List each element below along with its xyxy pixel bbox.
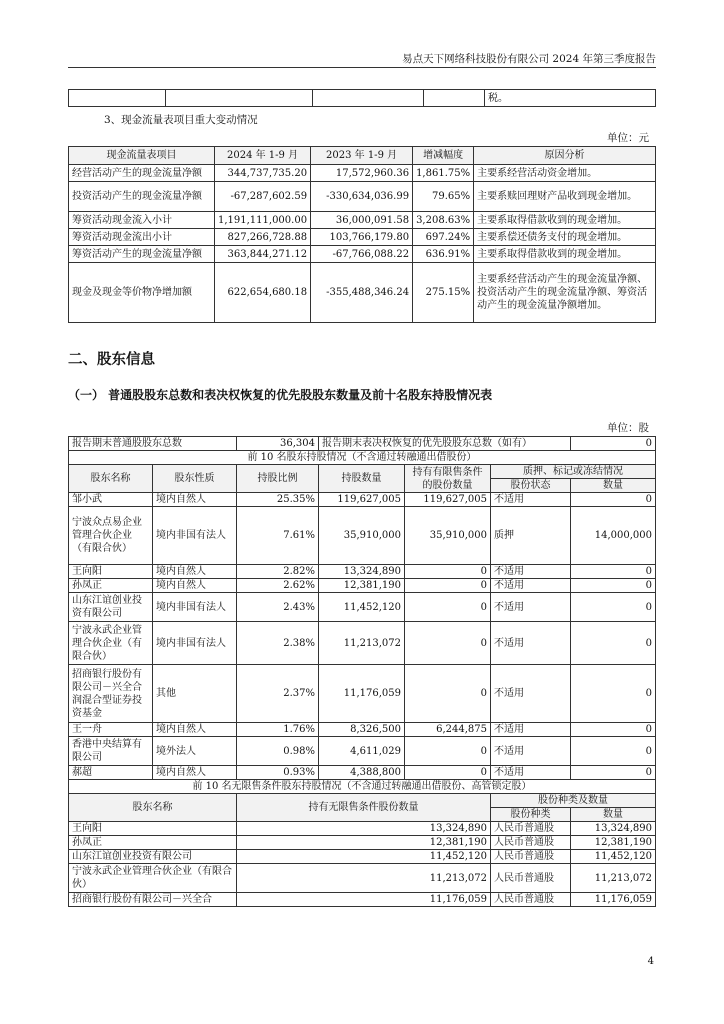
cashflow-2023: 36,000,091.58 — [311, 212, 413, 229]
cashflow-item: 筹资活动现金流入小计 — [69, 212, 215, 229]
table-row — [69, 229, 656, 246]
header-share-status: 股份状态 — [491, 479, 571, 493]
top10-title: 前 10 名股东持股情况（不含通过转融通出借股份） — [69, 451, 656, 465]
shareholder-ratio: 1.76% — [237, 723, 319, 737]
shareholder-status: 不适用 — [491, 493, 571, 507]
shareholder-nature: 境内自然人 — [153, 565, 237, 579]
header-share-count: 持股数量 — [319, 465, 405, 493]
shareholder-pledge-qty: 0 — [571, 766, 656, 780]
section-title-shareholders: 二、股东信息 — [68, 352, 155, 368]
table-row — [69, 836, 656, 850]
shareholder-nature: 境内非国有法人 — [153, 622, 237, 665]
unrestricted-type: 人民币普通股 — [491, 836, 571, 850]
shareholder-restricted: 6,244,875 — [405, 723, 491, 737]
cashflow-2023: -67,766,088.22 — [311, 246, 413, 263]
fragment-cell: 税。 — [485, 90, 656, 107]
unrestricted-name: 宁波永武企业管理合伙企业（有限合伙） — [69, 864, 237, 893]
cashflow-header-2023: 2023 年 1-9 月 — [311, 147, 413, 165]
header-restricted: 持有有限售条件的股份数量 — [405, 465, 491, 493]
cashflow-2023: 103,766,179.80 — [311, 229, 413, 246]
shareholder-pledge-qty: 0 — [571, 493, 656, 507]
shareholder-ratio: 0.93% — [237, 766, 319, 780]
shareholder-restricted: 119,627,005 — [405, 493, 491, 507]
shareholder-count: 13,324,890 — [319, 565, 405, 579]
cashflow-change: 3,208.63% — [413, 212, 474, 229]
shareholder-name: 宁波众点易企业管理合伙企业（有限合伙） — [69, 507, 153, 565]
shareholder-status: 不适用 — [491, 579, 571, 593]
cashflow-2024: 363,844,271.12 — [215, 246, 311, 263]
cashflow-item: 筹资活动现金流出小计 — [69, 229, 215, 246]
cashflow-item: 筹资活动产生的现金流量净额 — [69, 246, 215, 263]
shareholder-count: 35,910,000 — [319, 507, 405, 565]
unrestricted-type: 人民币普通股 — [491, 893, 571, 907]
cashflow-table — [68, 146, 656, 323]
unrestricted-title: 前 10 名无限售条件股东持股情况（不含通过转融通出借股份、高管锁定股） — [69, 780, 656, 794]
shareholder-count: 12,381,190 — [319, 579, 405, 593]
cashflow-header-reason: 原因分析 — [474, 147, 656, 165]
unrestricted-count: 11,213,072 — [237, 864, 491, 893]
unrestricted-name: 王向阳 — [69, 822, 237, 836]
page-number: 4 — [647, 956, 654, 967]
shareholder-pledge-qty: 0 — [571, 565, 656, 579]
shareholder-restricted: 0 — [405, 622, 491, 665]
table-row — [69, 893, 656, 907]
shareholder-name: 王一舟 — [69, 723, 153, 737]
unrestricted-name: 孙凤正 — [69, 836, 237, 850]
unrestricted-qty: 11,213,072 — [571, 864, 656, 893]
shareholder-status: 质押 — [491, 507, 571, 565]
shareholder-name: 招商银行股份有限公司－兴全合润混合型证券投资基金 — [69, 665, 153, 723]
shareholder-status: 不适用 — [491, 723, 571, 737]
header-pledge-qty: 数量 — [571, 479, 656, 493]
shareholder-name: 郝超 — [69, 766, 153, 780]
shareholder-count: 4,388,800 — [319, 766, 405, 780]
unrestricted-count: 13,324,890 — [237, 822, 491, 836]
cashflow-reason: 主要系经营活动资金增加。 — [474, 165, 656, 182]
shareholder-nature: 其他 — [153, 665, 237, 723]
header-share-type-group: 股份种类及数量 — [491, 794, 656, 808]
unrestricted-name: 招商银行股份有限公司－兴全合 — [69, 893, 237, 907]
cashflow-reason: 主要系经营活动产生的现金流量净额、投资活动产生的现金流量净额、筹资活动产生的现金流量净额增加。 — [474, 263, 656, 323]
shareholder-restricted: 0 — [405, 579, 491, 593]
shareholder-nature: 境内非国有法人 — [153, 507, 237, 565]
header-shareholder-name: 股东名称 — [69, 465, 153, 493]
table-row — [69, 507, 656, 565]
table-row — [69, 766, 656, 780]
cashflow-header-change: 增减幅度 — [413, 147, 474, 165]
shareholder-restricted: 0 — [405, 565, 491, 579]
shareholder-status: 不适用 — [491, 593, 571, 622]
shareholder-ratio: 2.37% — [237, 665, 319, 723]
unrestricted-qty: 12,381,190 — [571, 836, 656, 850]
shareholder-ratio: 2.38% — [237, 622, 319, 665]
table-row — [69, 622, 656, 665]
unrestricted-qty: 13,324,890 — [571, 822, 656, 836]
cashflow-2024: -67,287,602.59 — [215, 182, 311, 212]
header-ratio: 持股比例 — [237, 465, 319, 493]
table-row — [69, 864, 656, 893]
cashflow-reason: 主要系取得借款收到的现金增加。 — [474, 246, 656, 263]
shareholder-restricted: 0 — [405, 665, 491, 723]
table-row — [69, 723, 656, 737]
table-row — [69, 182, 656, 212]
shareholder-pledge-qty: 0 — [571, 737, 656, 766]
shareholder-count: 11,176,059 — [319, 665, 405, 723]
previous-table-fragment — [68, 89, 656, 107]
header-rule — [68, 67, 656, 68]
shareholder-ratio: 2.62% — [237, 579, 319, 593]
cashflow-2023: -355,488,346.24 — [311, 263, 413, 323]
shareholder-status: 不适用 — [491, 565, 571, 579]
shareholder-nature: 境内非国有法人 — [153, 593, 237, 622]
table-row — [69, 437, 656, 451]
shareholder-ratio: 25.35% — [237, 493, 319, 507]
shareholder-name: 邹小武 — [69, 493, 153, 507]
cashflow-item: 现金及现金等价物净增加额 — [69, 263, 215, 323]
shareholder-pledge-qty: 0 — [571, 723, 656, 737]
shareholder-restricted: 35,910,000 — [405, 507, 491, 565]
shareholder-name: 王向阳 — [69, 565, 153, 579]
shareholder-pledge-qty: 0 — [571, 579, 656, 593]
table-row — [69, 565, 656, 579]
header-share-type: 股份种类 — [491, 808, 571, 822]
shareholder-count: 8,326,500 — [319, 723, 405, 737]
cashflow-2023: -330,634,036.99 — [311, 182, 413, 212]
table-row — [69, 665, 656, 723]
shareholder-status: 不适用 — [491, 737, 571, 766]
shareholder-nature: 境内自然人 — [153, 493, 237, 507]
shareholder-ratio: 7.61% — [237, 507, 319, 565]
shareholders-table — [68, 436, 656, 907]
unrestricted-qty: 11,452,120 — [571, 850, 656, 864]
table-row — [69, 165, 656, 182]
subsection-title: （一） 普通股股东总数和表决权恢复的优先股股东数量及前十名股东持股情况表 — [68, 388, 493, 402]
cashflow-unit: 单位：元 — [607, 132, 649, 144]
shareholder-pledge-qty: 0 — [571, 665, 656, 723]
shareholder-nature: 境内自然人 — [153, 766, 237, 780]
cashflow-2024: 1,191,111,000.00 — [215, 212, 311, 229]
cashflow-change: 79.65% — [413, 182, 474, 212]
table-row — [69, 593, 656, 622]
unrestricted-count: 11,176,059 — [237, 893, 491, 907]
unrestricted-count: 12,381,190 — [237, 836, 491, 850]
unrestricted-type: 人民币普通股 — [491, 822, 571, 836]
shareholder-nature: 境内自然人 — [153, 723, 237, 737]
shareholder-name: 孙凤正 — [69, 579, 153, 593]
shareholder-pledge-qty: 14,000,000 — [571, 507, 656, 565]
header-unrestricted-name: 股东名称 — [69, 794, 237, 822]
shareholders-unit: 单位：股 — [607, 422, 649, 434]
table-row — [69, 263, 656, 323]
shareholder-nature: 境内自然人 — [153, 579, 237, 593]
page-header: 易点天下网络科技股份有限公司 2024 年第三季度报告 — [402, 53, 656, 65]
shareholder-nature: 境外法人 — [153, 737, 237, 766]
total-shareholders-value: 36,304 — [237, 437, 319, 451]
cashflow-2024: 344,737,735.20 — [215, 165, 311, 182]
table-row — [69, 246, 656, 263]
shareholder-name: 香港中央结算有限公司 — [69, 737, 153, 766]
cashflow-reason: 主要系取得借款收到的现金增加。 — [474, 212, 656, 229]
table-row — [69, 212, 656, 229]
table-row — [69, 493, 656, 507]
unrestricted-type: 人民币普通股 — [491, 864, 571, 893]
cashflow-2024: 622,654,680.18 — [215, 263, 311, 323]
unrestricted-name: 山东江谊创业投资有限公司 — [69, 850, 237, 864]
cashflow-header-2024: 2024 年 1-9 月 — [215, 147, 311, 165]
total-shareholders-label: 报告期末普通股股东总数 — [69, 437, 237, 451]
preferred-shareholders-label: 报告期末表决权恢复的优先股股东总数（如有） — [319, 437, 571, 451]
shareholder-name: 山东江谊创业投资有限公司 — [69, 593, 153, 622]
shareholder-pledge-qty: 0 — [571, 622, 656, 665]
unrestricted-type: 人民币普通股 — [491, 850, 571, 864]
table-row — [69, 737, 656, 766]
header-shareholder-nature: 股东性质 — [153, 465, 237, 493]
cashflow-reason: 主要系偿还债务支付的现金增加。 — [474, 229, 656, 246]
shareholder-count: 119,627,005 — [319, 493, 405, 507]
shareholder-count: 11,213,072 — [319, 622, 405, 665]
shareholder-restricted: 0 — [405, 737, 491, 766]
shareholder-status: 不适用 — [491, 766, 571, 780]
header-pledge: 质押、标记或冻结情况 — [491, 465, 656, 479]
shareholder-ratio: 2.43% — [237, 593, 319, 622]
unrestricted-count: 11,452,120 — [237, 850, 491, 864]
header-share-type-qty: 数量 — [571, 808, 656, 822]
table-row — [69, 850, 656, 864]
cashflow-change: 636.91% — [413, 246, 474, 263]
cashflow-item: 经营活动产生的现金流量净额 — [69, 165, 215, 182]
shareholder-count: 11,452,120 — [319, 593, 405, 622]
cashflow-reason: 主要系赎回理财产品收到现金增加。 — [474, 182, 656, 212]
preferred-shareholders-value: 0 — [571, 437, 656, 451]
header-unrestricted-count: 持有无限售条件股份数量 — [237, 794, 491, 822]
cashflow-item: 投资活动产生的现金流量净额 — [69, 182, 215, 212]
cashflow-change: 275.15% — [413, 263, 474, 323]
cashflow-header-item: 现金流量表项目 — [69, 147, 215, 165]
table-row — [69, 822, 656, 836]
shareholder-status: 不适用 — [491, 665, 571, 723]
cashflow-2023: 17,572,960.36 — [311, 165, 413, 182]
cashflow-change: 1,861.75% — [413, 165, 474, 182]
shareholder-pledge-qty: 0 — [571, 593, 656, 622]
shareholder-restricted: 0 — [405, 766, 491, 780]
shareholder-ratio: 2.82% — [237, 565, 319, 579]
shareholder-count: 4,611,029 — [319, 737, 405, 766]
shareholder-status: 不适用 — [491, 622, 571, 665]
shareholder-name: 宁波永武企业管理合伙企业（有限合伙） — [69, 622, 153, 665]
table-row — [69, 579, 656, 593]
cashflow-change: 697.24% — [413, 229, 474, 246]
shareholder-restricted: 0 — [405, 593, 491, 622]
cashflow-section-title: 3、现金流量表项目重大变动情况 — [104, 114, 258, 126]
shareholder-ratio: 0.98% — [237, 737, 319, 766]
unrestricted-qty: 11,176,059 — [571, 893, 656, 907]
cashflow-2024: 827,266,728.88 — [215, 229, 311, 246]
